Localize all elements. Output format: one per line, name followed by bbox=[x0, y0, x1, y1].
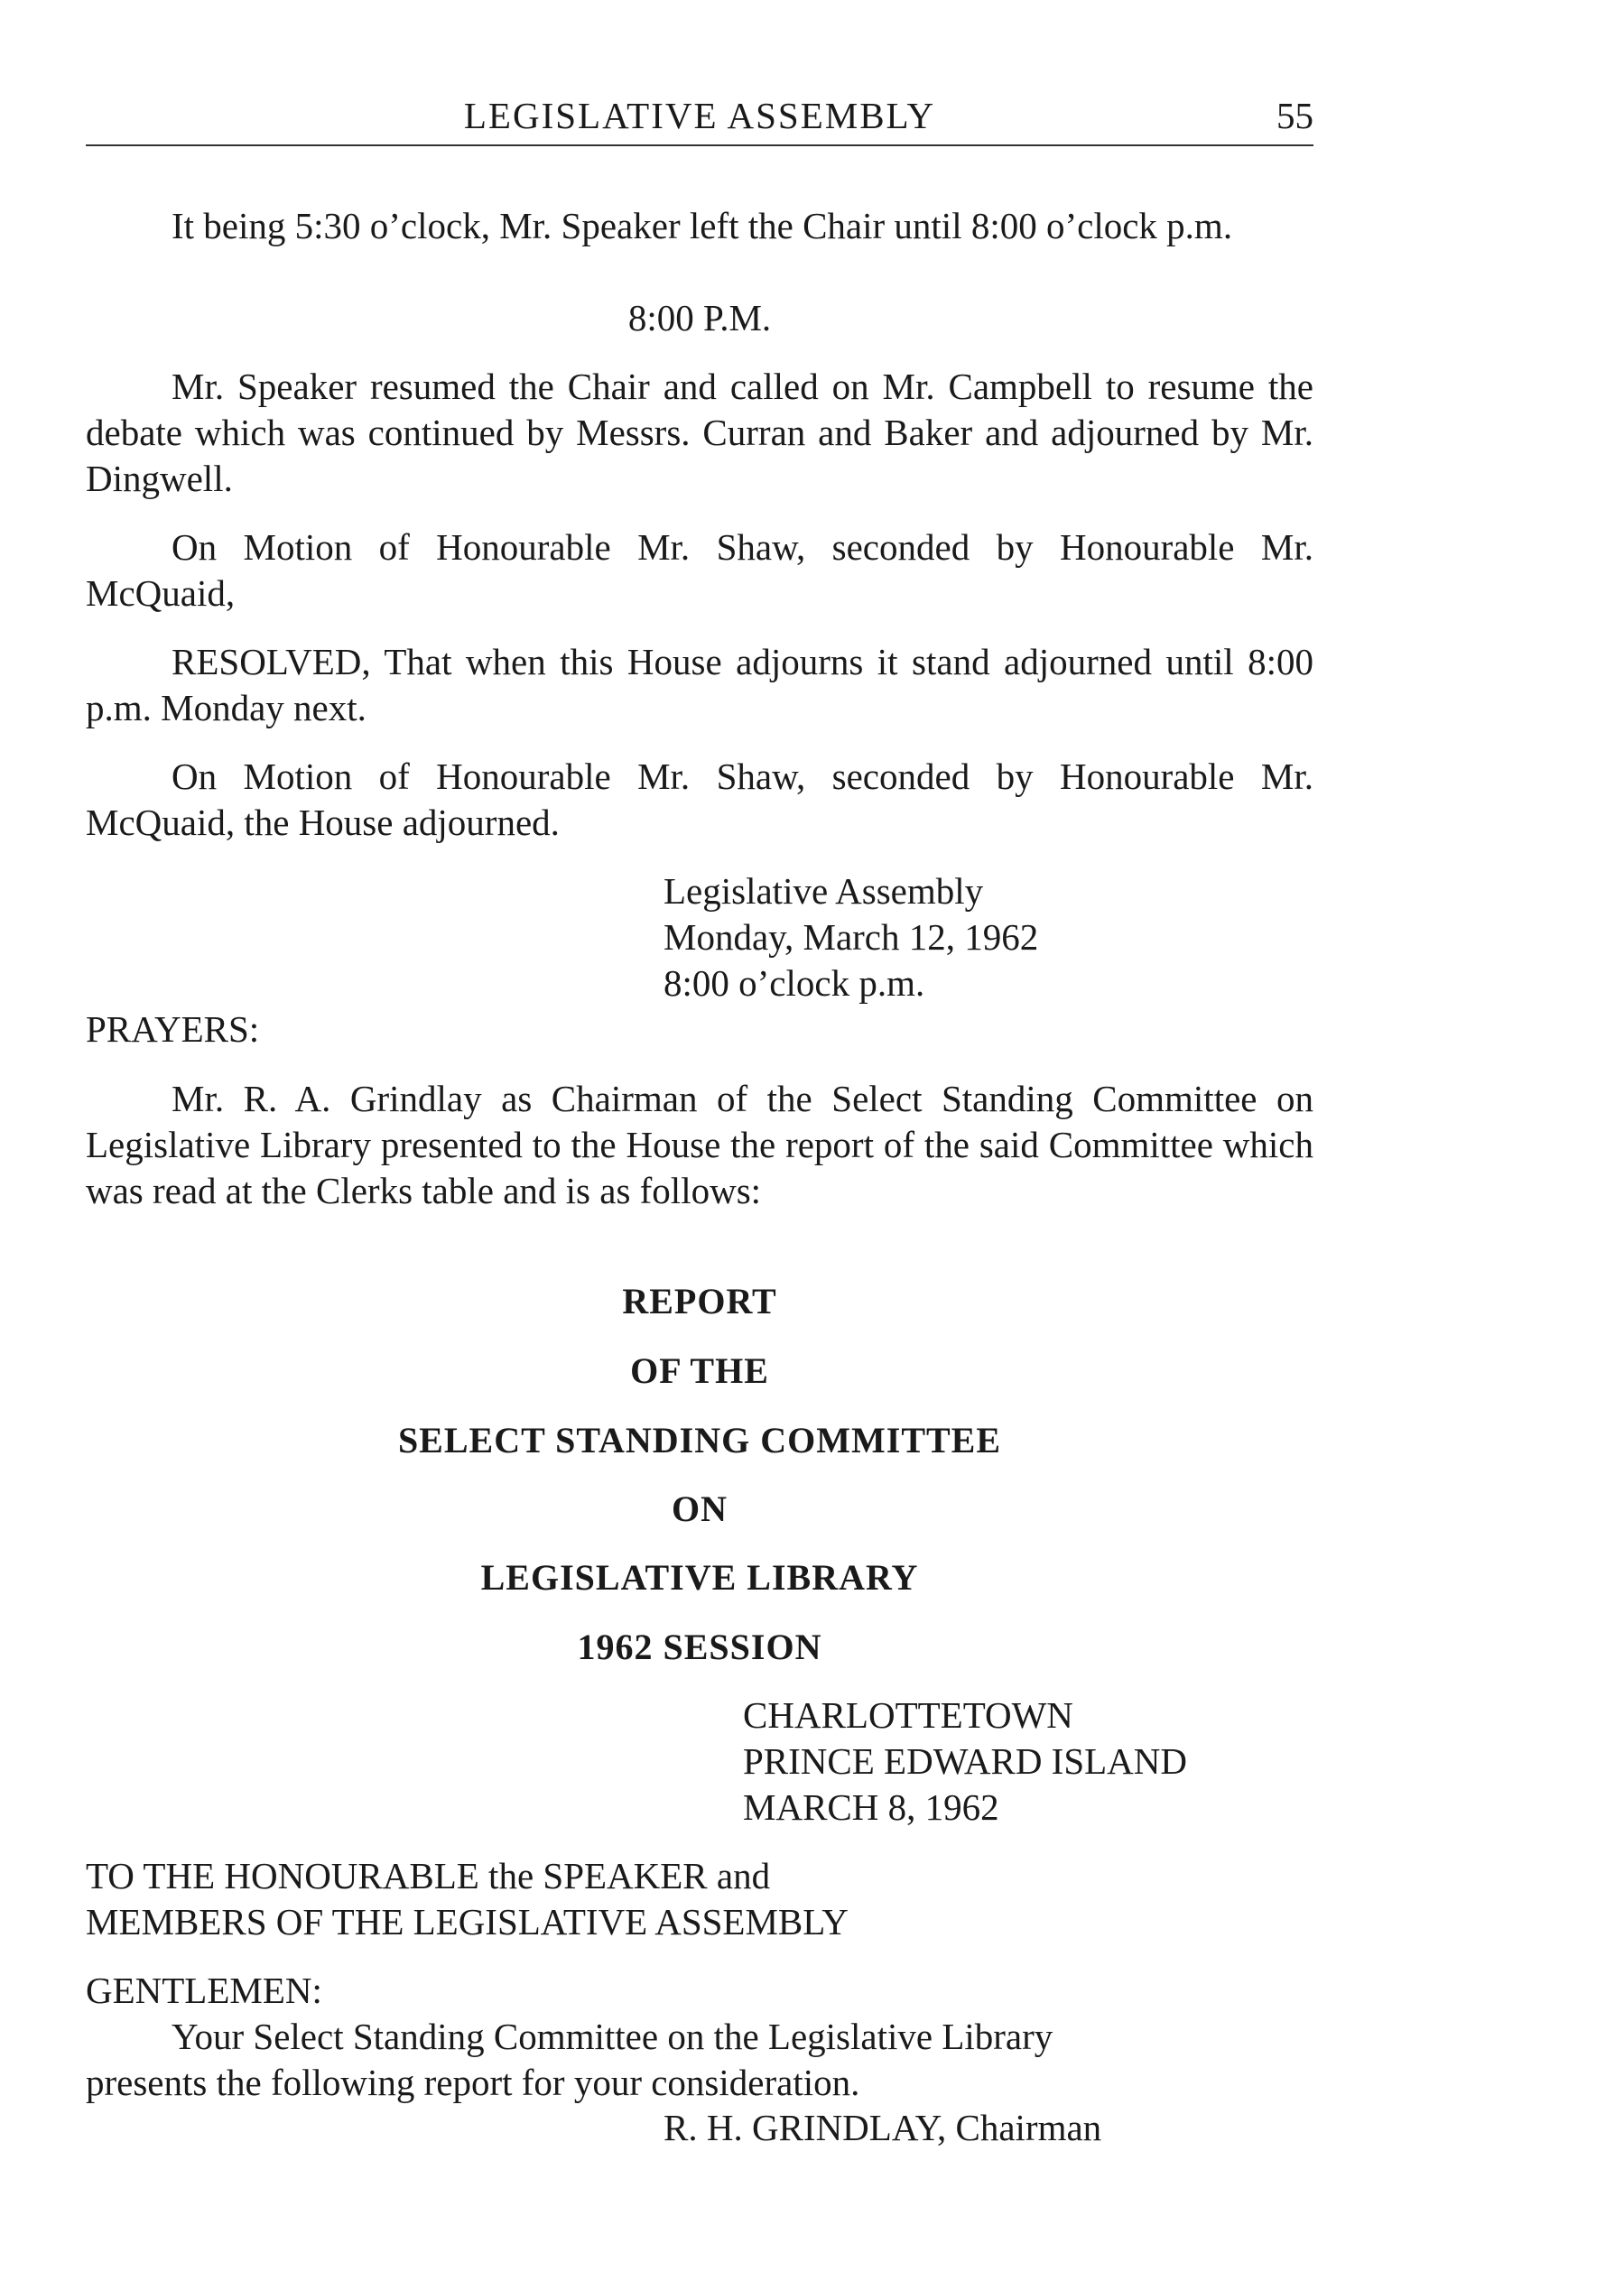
address-date: MARCH 8, 1962 bbox=[743, 1786, 999, 1828]
paragraph-report-intro: Mr. R. A. Grindlay as Chairman of the Select Standing Committee on Legislative Library presented to the House the report of the said Committee which was read at the Clerks table and is as follows: bbox=[86, 1078, 1313, 1211]
address-province: PRINCE EDWARD ISLAND bbox=[743, 1740, 1187, 1782]
session-place: Legislative Assembly bbox=[664, 870, 984, 912]
running-title: LEGISLATIVE ASSEMBLY bbox=[463, 95, 936, 136]
salutation-line: MEMBERS OF THE LEGISLATIVE ASSEMBLY bbox=[86, 1901, 849, 1943]
page-number: 55 bbox=[1276, 95, 1313, 136]
report-title-line: 1962 SESSION bbox=[577, 1627, 822, 1667]
report-address bbox=[743, 1692, 1187, 1831]
address-city: CHARLOTTETOWN bbox=[743, 1694, 1073, 1736]
paragraph-resolved: RESOLVED, That when this House adjourns it stand adjourned until 8:00 p.m. Monday next. bbox=[86, 641, 1313, 728]
session-date: Monday, March 12, 1962 bbox=[664, 916, 1039, 958]
gentlemen-heading: GENTLEMEN: bbox=[86, 1970, 322, 2011]
time-heading: 8:00 P.M. bbox=[627, 297, 772, 338]
prayers-heading: PRAYERS: bbox=[86, 1008, 260, 1050]
report-title-line: SELECT STANDING COMMITTEE bbox=[397, 1420, 1002, 1460]
report-title-line: OF THE bbox=[630, 1350, 769, 1391]
report-body-line: presents the following report for your consideration. bbox=[86, 2062, 860, 2103]
paragraph-debate: Mr. Speaker resumed the Chair and called on Mr. Campbell to resume the debate which was continued by Messrs. Curran and Baker and adjourned by Mr. Dingwell. bbox=[86, 366, 1313, 499]
paragraph-motion-1: On Motion of Honourable Mr. Shaw, seconded by Honourable Mr. McQuaid, bbox=[86, 526, 1313, 614]
running-header bbox=[86, 90, 1313, 146]
session-heading bbox=[664, 868, 1038, 1006]
report-title-line: ON bbox=[672, 1488, 728, 1529]
salutation-line: TO THE HONOURABLE the SPEAKER and bbox=[86, 1855, 771, 1896]
report-title-line: LEGISLATIVE LIBRARY bbox=[480, 1557, 919, 1598]
paragraph-motion-2: On Motion of Honourable Mr. Shaw, seconded by Honourable Mr. McQuaid, the House adjourned. bbox=[86, 756, 1313, 843]
session-time: 8:00 o’clock p.m. bbox=[664, 962, 925, 1004]
report-body-line: Your Select Standing Committee on the Legislative Library bbox=[172, 2016, 1053, 2057]
paragraph-recess: It being 5:30 o’clock, Mr. Speaker left the Chair until 8:00 o’clock p.m. bbox=[172, 205, 1233, 246]
signature: R. H. GRINDLAY, Chairman bbox=[664, 2107, 1102, 2148]
report-title-line: REPORT bbox=[622, 1281, 777, 1321]
